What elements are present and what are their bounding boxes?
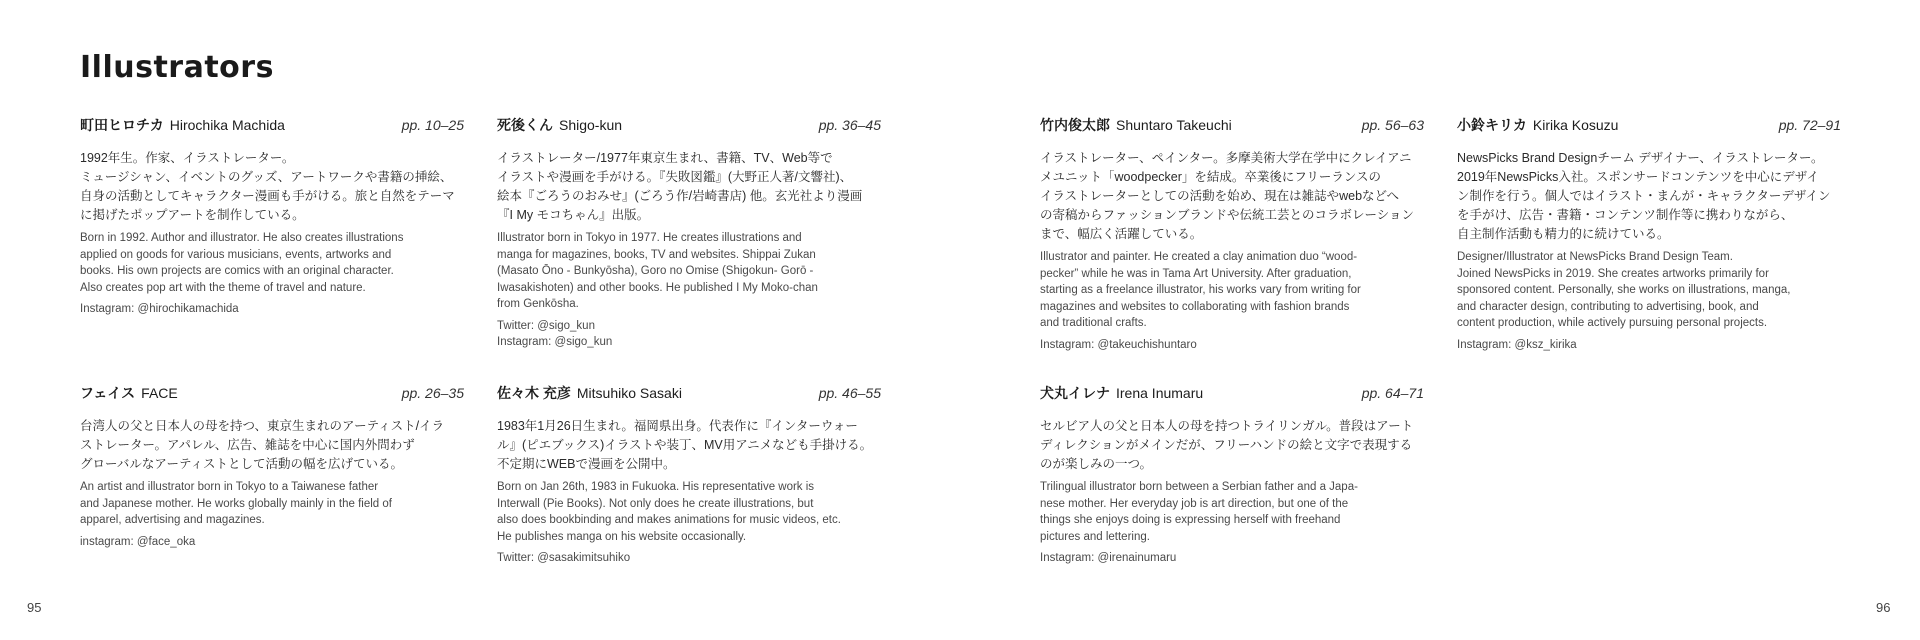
bio-english: An artist and illustrator born in Tokyo to a Taiwanese father and Japanese mother. He works globally mainly in the field of apparel, advertising and magazines.: [80, 481, 392, 526]
name-japanese: 佐々木 充彦: [497, 385, 571, 401]
bio-english: Born in 1992. Author and illustrator. He also creates illustrations applied on goods for various musicians, events, artworks and books. His own projects are comics with an original character. Also creates pop art with the theme of travel and nature.: [80, 232, 404, 294]
illustrator-entry: [1457, 115, 1841, 353]
name-english: Mitsuhiko Sasaki: [576, 385, 682, 401]
social-handle: Instagram: @takeuchishuntaro: [1040, 338, 1197, 351]
bio-japanese: セルビア人の父と日本人の母を持つトライリンガル。普段はアート ディレクションがメインだが、フリーハンドの絵と文字で表現する のが楽しみの一つ。: [1040, 419, 1414, 471]
name-japanese: フェイス: [80, 385, 136, 401]
entry-header: [497, 115, 881, 135]
page-title: Illustrators: [80, 50, 274, 85]
bio-japanese: 台湾人の父と日本人の母を持つ、東京生まれのアーティスト/イラ ストレーター。アパレル、広告、雑誌を中心に国内外問わず グローバルなアーティストとして活動の幅を広げている。: [80, 419, 445, 471]
entry-header: [1040, 115, 1424, 135]
social-handle: Instagram: @ksz_kirika: [1457, 338, 1577, 351]
entry-header: [1457, 115, 1841, 135]
illustrator-entry: [497, 383, 881, 567]
name-japanese: 小鈴キリカ: [1457, 117, 1527, 133]
page-number-left: 95: [27, 600, 42, 615]
social-handle: instagram: @face_oka: [80, 535, 196, 548]
illustrator-entry: [80, 115, 464, 318]
page-range: pp. 64–71: [1361, 385, 1424, 401]
name-english: Hirochika Machida: [169, 117, 285, 133]
bio-english: Born on Jan 26th, 1983 in Fukuoka. His representative work is Interwall (Pie Books). Not only does he create illustrations, but also does bookbinding and makes animations for music videos, etc. He publishes manga on his website occasionally.: [497, 481, 841, 543]
page-range: pp. 26–35: [401, 385, 464, 401]
entry-header: [497, 383, 881, 403]
social-handle: Twitter: @sasakimitsuhiko: [497, 552, 631, 564]
social-handle: Twitter: @sigo_kun: [497, 319, 595, 332]
bio-japanese: 1992年生。作家、イラストレーター。 ミュージシャン、イベントのグッズ、アートワークや書籍の挿絵、 自身の活動としてキャラクター漫画も手がける。旅と自然をテーマ に掲げたポップアートを制作している。: [80, 151, 455, 222]
entry-header: [1040, 383, 1424, 403]
illustrator-entry: [497, 115, 881, 351]
bio-japanese: NewsPicks Brand Designチーム デザイナー、イラストレーター。 2019年NewsPicks入社。スポンサードコンテンツを中心にデザイ ン制作を行う。個人ではイラスト・まんが・キャラクターデザイン を手がけ、広告・書籍・コンテンツ制作等に携わりながら、 自主制作活動も精力的に続けている。: [1457, 151, 1831, 241]
entry-header: [80, 115, 464, 135]
bio-english: Trilingual illustrator born between a Serbian father and a Japa- nese mother. Her everyday job is art direction, but one of the things she enjoys doing is expressing herself with freehand pictures and lettering.: [1040, 481, 1358, 543]
name-japanese: 竹内俊太郎: [1040, 117, 1110, 133]
name-japanese: 死後くん: [497, 117, 553, 133]
name-english: FACE: [141, 385, 178, 401]
page-range: pp. 10–25: [401, 117, 464, 133]
name-english: Shigo-kun: [559, 117, 623, 133]
entry-header: [80, 383, 464, 403]
bio-english: Illustrator born in Tokyo in 1977. He creates illustrations and manga for magazines, books, TV and websites. Shippai Zukan (Masato Ōno - Bunkyōsha), Goro no Omise (Shigokun- Gorō - Iwasakishoten) and other books. He published I My Moko-chan from Genkōsha.: [497, 232, 818, 310]
page-range: pp. 46–55: [818, 385, 881, 401]
bio-english: Illustrator and painter. He created a clay animation duo “wood- pecker” while he was in Tama Art University. After graduation, starting as a freelance illustrator, his works vary from writing for magazines and websites to collaborating with fashion brands and traditional crafts.: [1040, 251, 1361, 329]
social-handle: Instagram: @hirochikamachida: [80, 303, 239, 315]
name-japanese: 町田ヒロチカ: [80, 117, 164, 133]
illustrator-entry: [1040, 115, 1424, 353]
bio-english: Designer/Illustrator at NewsPicks Brand Design Team. Joined NewsPicks in 2019. She creates artworks primarily for sponsored content. Personally, she works on illustrations, manga, and character design, contributing to advertising, book, and content production, while actively pursuing personal projects.: [1457, 251, 1791, 329]
bio-japanese: イラストレーター/1977年東京生まれ、書籍、TV、Web等で イラストや漫画を手がける。『失敗図鑑』(大野正人著/文響社)、 絵本『ごろうのおみせ』(ごろう作/岩崎書店) 他。玄光社より漫画 『I My モコちゃん』出版。: [497, 151, 863, 222]
social-handle: Instagram: @irenainumaru: [1040, 552, 1177, 564]
bio-japanese: イラストレーター、ペインター。多摩美術大学在学中にクレイアニ メユニット「woodpecker」を結成。卒業後にフリーランスの イラストレーターとしての活動を始め、現在は雑誌やwebなどへ の寄稿からファッションブランドや伝統工芸とのコラボレーション まで、幅広く活躍している。: [1040, 151, 1415, 241]
social-handle: Instagram: @sigo_kun: [497, 336, 613, 348]
bio-japanese: 1983年1月26日生まれ。福岡県出身。代表作に『インターウォー ル』(ピエブックス)イラストや装丁、MV用アニメなども手掛ける。 不定期にWEBで漫画を公開中。: [497, 419, 873, 471]
name-english: Shuntaro Takeuchi: [1116, 117, 1232, 133]
page-range: pp. 56–63: [1361, 117, 1424, 133]
page-number-right: 96: [1876, 600, 1891, 615]
name-english: Kirika Kosuzu: [1532, 117, 1619, 133]
page-range: pp. 36–45: [818, 117, 881, 133]
illustrator-entry: [80, 383, 464, 550]
name-english: Irena Inumaru: [1116, 385, 1204, 401]
name-japanese: 犬丸イレナ: [1040, 385, 1110, 401]
page-range: pp. 72–91: [1778, 117, 1841, 133]
illustrator-entry: [1040, 383, 1424, 567]
